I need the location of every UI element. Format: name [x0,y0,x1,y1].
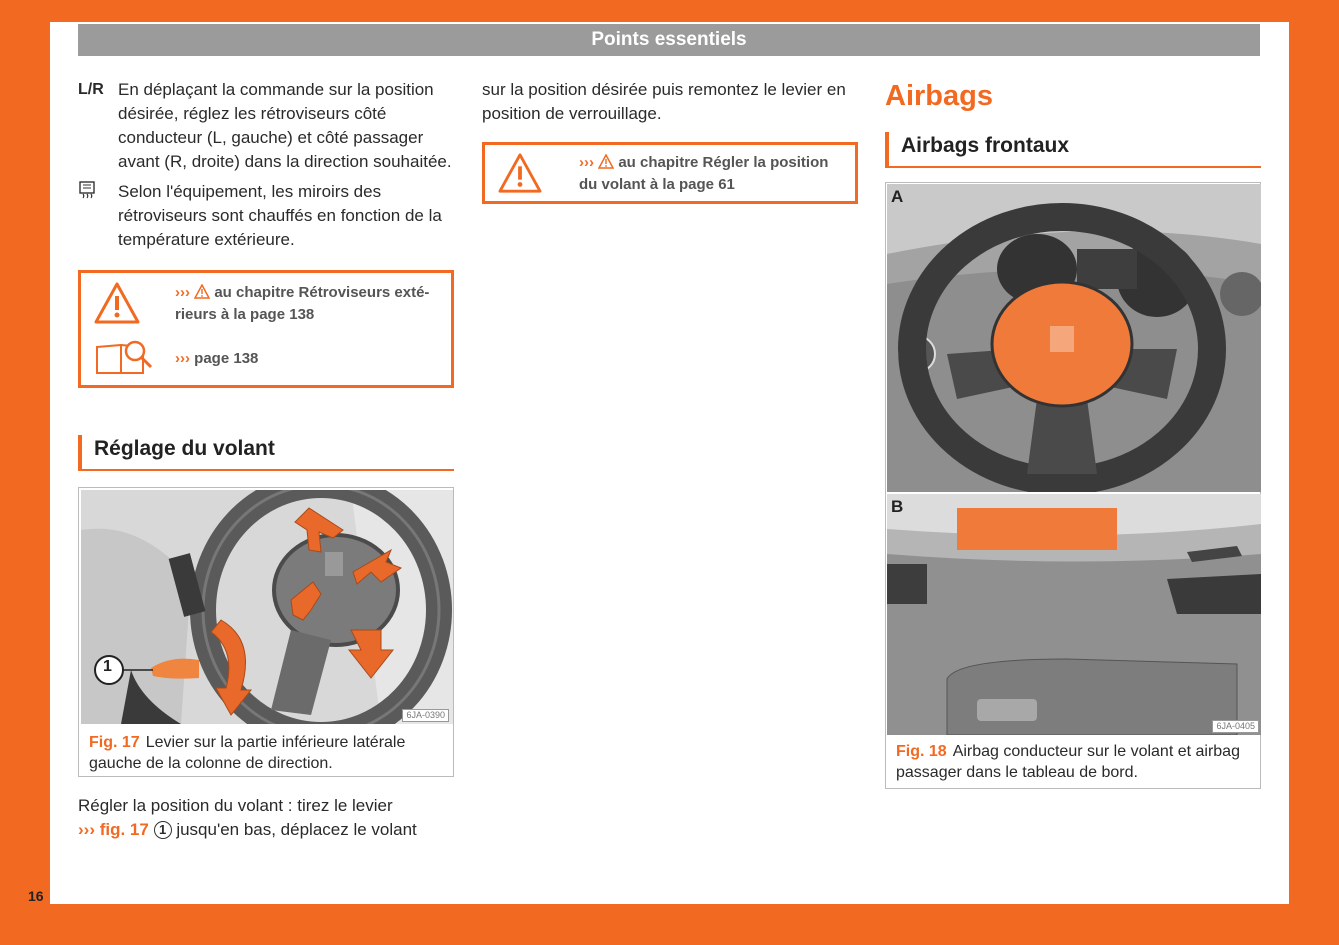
warning-box-steering [482,142,858,204]
warning-link-text[interactable]: au chapitre Régler la position [618,154,829,171]
caption-text: Levier sur la partie inférieure latérale gauche de la colonne de direction. [89,734,406,772]
callout-number: 1 [103,658,112,675]
figure-caption [79,728,453,780]
passenger-airbag-illustration [887,494,1261,735]
book-search-icon [93,337,155,382]
driver-airbag-illustration [887,184,1261,492]
warning-triangle-icon [93,281,141,330]
column-left [78,78,456,842]
definition-text: En déplaçant la commande sur la position désirée, réglez les rétroviseurs côté conducteur (L, gauche) et côté passager avant (R, droite) dans la direction souhaitée. [118,80,452,171]
page-ref-link[interactable]: page 138 [194,350,259,367]
definition-text: Selon l'équipement, les miroirs des rétroviseurs sont chauffés en fonction de la température extérieure. [118,182,442,249]
section-title-airbags: Airbags frontaux [885,132,1261,168]
ref-arrows: ››› [579,154,594,171]
definition-key: L/R [78,81,104,98]
small-warning-icon [598,154,614,175]
section-title-steering: Réglage du volant [78,435,454,471]
panel-label-b: B [891,497,904,516]
warning-triangle-icon [497,152,543,199]
figure-code: 6JA-0390 [402,709,449,722]
paragraph-line: Régler la position du volant : tirez le levier [78,796,393,815]
steering-wheel-illustration [81,490,453,724]
paragraph-continued: sur la position désirée puis remontez le levier en position de verrouillage. [482,80,846,123]
small-warning-icon [194,284,210,305]
warning-link-text-2[interactable]: rieurs à la page 138 [175,306,315,323]
figure-18 [885,182,1261,789]
ref-arrows: ››› [78,820,95,839]
paragraph-line-2 [78,818,454,842]
paragraph-rest: jusqu'en bas, déplacez le volant [176,820,417,839]
figure-ref-link[interactable]: fig. 17 [99,820,149,839]
column-middle [482,78,860,204]
ref-arrows: ››› [175,350,190,367]
figure-label: Fig. 18 [896,743,947,760]
warning-link-text-2[interactable]: du volant à la page 61 [579,176,735,193]
figure-code: 6JA-0405 [1212,720,1259,733]
definition-lr [78,78,456,174]
heated-mirror-icon [78,180,118,252]
page-header: Points essentiels [78,24,1260,56]
paragraph-steering [78,794,454,842]
ref-arrows: ››› [175,284,190,301]
figure-caption [886,739,1260,789]
column-right [885,78,1261,789]
definition-heated-mirror [78,180,456,252]
warning-box-mirrors [78,270,454,388]
warning-link-text[interactable]: au chapitre Rétroviseurs exté- [214,284,430,301]
figure-17 [78,487,454,777]
caption-text: Airbag conducteur sur le volant et airbag passager dans le tableau de bord. [896,743,1240,781]
chapter-title: Airbags [885,80,993,112]
page-number: 16 [28,888,44,904]
panel-label-a: A [891,187,904,206]
figure-label: Fig. 17 [89,734,140,751]
callout-number-inline: 1 [154,821,172,839]
